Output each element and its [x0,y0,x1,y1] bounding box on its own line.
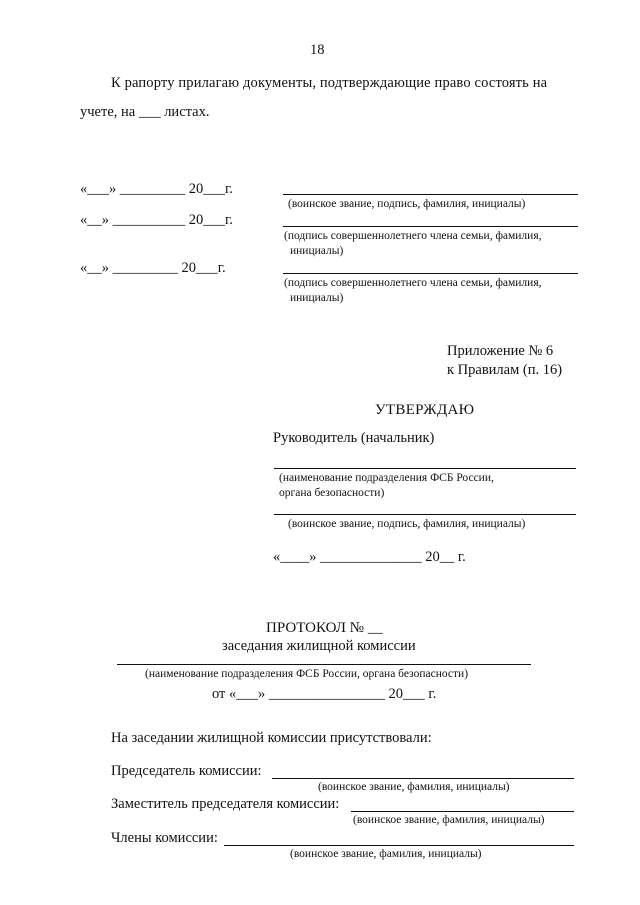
protocol-caption: (наименование подразделения ФСБ России, органа безопасности) [145,668,469,680]
report-line-1: К рапорту прилагаю документы, подтверждающие право состоять на [111,75,548,91]
signature-line-3 [283,273,578,274]
appendix-line-2: к Правилам (п. 16) [447,362,563,378]
approve-caption-1b: органа безопасности) [279,487,385,499]
signature-date-3: «__» _________ 20___г. [80,260,226,276]
deputy-line [351,811,574,812]
page-number: 18 [310,42,325,58]
signature-line-2 [283,226,578,227]
approve-caption-2: (воинское звание, подпись, фамилия, инициалы) [288,518,526,530]
chair-caption: (воинское звание, фамилия, инициалы) [318,781,510,793]
approve-line-2 [274,514,576,515]
signature-line-1 [283,194,578,195]
signature-caption-3a: (подпись совершеннолетнего члена семьи, фамилия, [284,277,542,289]
members-line [224,845,574,846]
report-line-2: учете, на ___ листах. [80,104,210,120]
approve-date: «____» ______________ 20__ г. [273,549,466,565]
deputy-caption: (воинское звание, фамилия, инициалы) [353,814,545,826]
approve-line-1 [274,468,576,469]
attendance-intro: На заседании жилищной комиссии присутствовали: [111,730,432,746]
signature-caption-2a: (подпись совершеннолетнего члена семьи, фамилия, [284,230,542,242]
signature-caption-2b: инициалы) [290,245,344,257]
signature-caption-1: (воинское звание, подпись, фамилия, инициалы) [288,198,526,210]
members-caption: (воинское звание, фамилия, инициалы) [290,848,482,860]
protocol-subtitle: заседания жилищной комиссии [222,638,416,654]
signature-date-1: «___» _________ 20___г. [80,181,233,197]
chair-label: Председатель комиссии: [111,763,262,779]
approve-title: УТВЕРЖДАЮ [375,402,475,418]
appendix-line-1: Приложение № 6 [447,343,554,359]
deputy-label: Заместитель председателя комиссии: [111,796,340,812]
chair-line [272,778,574,779]
protocol-date: от «___» ________________ 20___ г. [212,686,437,702]
signature-date-2: «__» __________ 20___г. [80,212,233,228]
signature-caption-3b: инициалы) [290,292,344,304]
protocol-line [117,664,531,665]
protocol-title: ПРОТОКОЛ № __ [266,620,383,636]
members-label: Члены комиссии: [111,830,218,846]
approve-caption-1a: (наименование подразделения ФСБ России, [279,472,494,484]
approve-head: Руководитель (начальник) [273,430,435,446]
